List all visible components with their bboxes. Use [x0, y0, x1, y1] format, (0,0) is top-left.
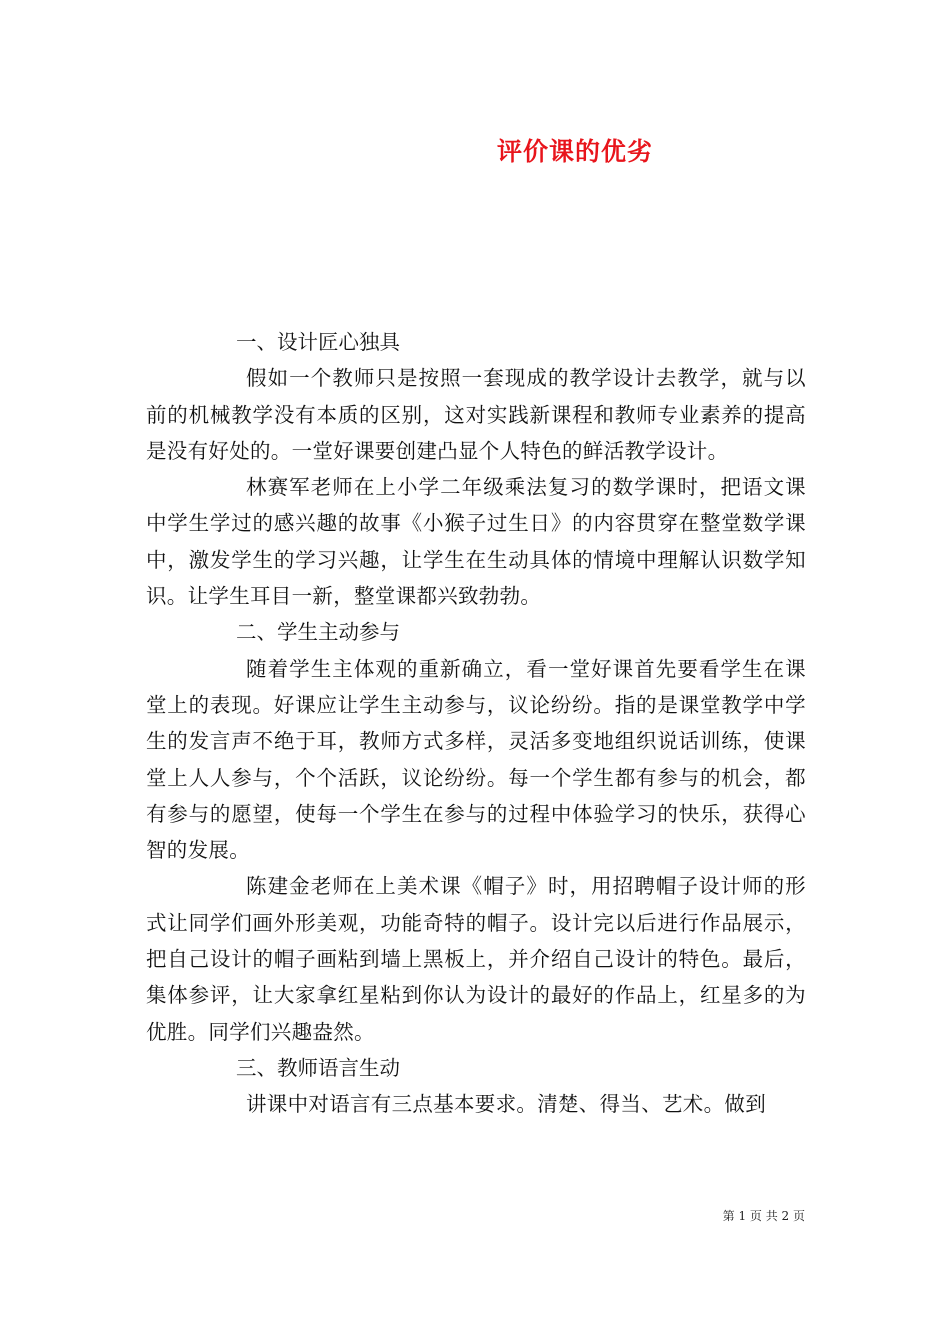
paragraph: 讲课中对语言有三点基本要求。清楚、得当、艺术。做到	[246, 1092, 766, 1117]
paragraph: 林赛军老师在上小学二年级乘法复习的数学课时，把语文课中学生学过的感兴趣的故事《小猴子过生日》的内容贯穿在整堂数学课中，激发学生的学习兴趣，让学生在生动具体的情境中理解认识数学知识。让学生耳目一新，整堂课都兴致勃勃。	[146, 475, 806, 609]
paragraph: 陈建金老师在上美术课《帽子》时，用招聘帽子设计师的形式让同学们画外形美观，功能奇特的帽子。设计完以后进行作品展示，把自己设计的帽子画粘到墙上黑板上，并介绍自己设计的特色。最后，集体参评，让大家拿红星粘到你认为设计的最好的作品上，红星多的为优胜。同学们兴趣盎然。	[146, 874, 806, 1044]
paragraph: 假如一个教师只是按照一套现成的教学设计去教学，就与以前的机械教学没有本质的区别，这对实践新课程和教师专业素养的提高是没有好处的。一堂好课要创建凸显个人特色的鲜活教学设计。	[146, 366, 806, 463]
section-heading-3: 三、教师语言生动	[236, 1055, 400, 1080]
paragraph: 随着学生主体观的重新确立，看一堂好课首先要看学生在课堂上的表现。好课应让学生主动参与，议论纷纷。指的是课堂教学中学生的发言声不绝于耳，教师方式多样，灵活多变地组织说话训练，使课堂上人人参与，个个活跃，议论纷纷。每一个学生都有参与的机会，都有参与的愿望，使每一个学生在参与的过程中体验学习的快乐，获得心智的发展。	[146, 656, 806, 863]
section-heading-2: 二、学生主动参与	[236, 620, 400, 645]
page-number-footer: 第 1 页 共 2 页	[722, 1209, 805, 1223]
document-title: 评价课的优劣	[496, 137, 653, 166]
section-heading-1: 一、设计匠心独具	[236, 330, 400, 354]
document-body	[146, 324, 806, 1123]
